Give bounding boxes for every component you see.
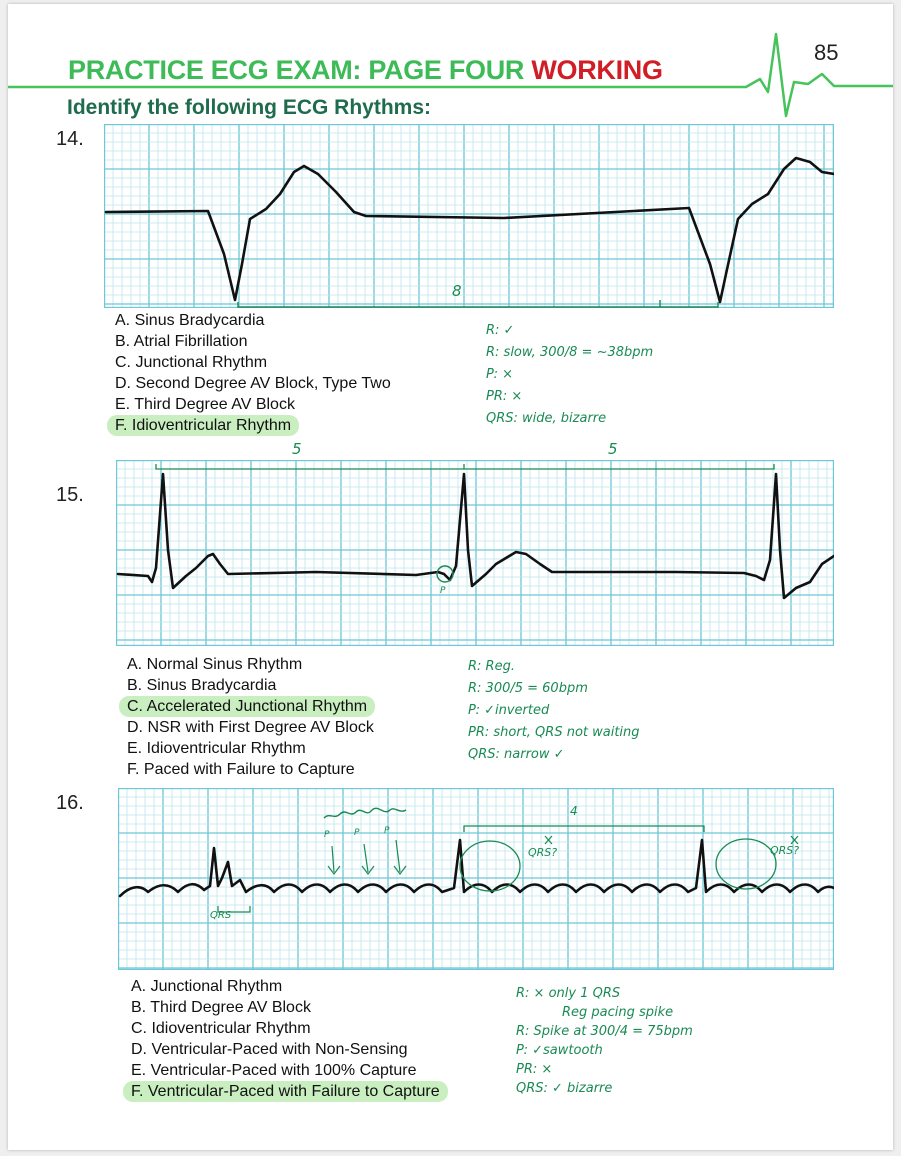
note-line: R: Spike at 300/4 = 75bpm [516, 1024, 693, 1039]
note-line: R: ✓ [486, 323, 515, 338]
note-line: QRS: ✓ bizarre [516, 1081, 613, 1096]
option-c[interactable]: C. Junctional Rhythm [115, 354, 268, 371]
interval-mark: 5 [292, 440, 302, 458]
question-number: 16. [56, 792, 84, 814]
wave-label: P [384, 826, 390, 836]
note-line: P: ✓inverted [468, 703, 550, 718]
ecg-strip [118, 788, 834, 970]
answer-options [127, 654, 382, 780]
option-c-selected[interactable]: C. Accelerated Junctional Rhythm [119, 696, 375, 717]
option-b[interactable]: B. Third Degree AV Block [131, 999, 311, 1016]
qrs-question-label: QRS? [528, 846, 558, 859]
option-d[interactable]: D. NSR with First Degree AV Block [127, 719, 374, 736]
worksheet-page [8, 4, 893, 1150]
page-number: 85 [814, 40, 839, 65]
note-line: R: Reg. [468, 659, 515, 674]
note-line: PR: short, QRS not waiting [468, 725, 640, 740]
option-c[interactable]: C. Idioventricular Rhythm [131, 1020, 311, 1037]
interval-mark: 8 [452, 282, 462, 300]
note-line: PR: × [486, 389, 523, 404]
wave-label: P [324, 830, 330, 840]
option-b[interactable]: B. Atrial Fibrillation [115, 333, 248, 350]
title-accent: WORKING [531, 55, 663, 85]
note-line: QRS: wide, bizarre [486, 411, 607, 426]
interval-mark: 5 [608, 440, 618, 458]
question-number: 15. [56, 484, 84, 506]
option-f[interactable]: F. Paced with Failure to Capture [127, 761, 355, 778]
ecg-strip [116, 460, 834, 646]
note-line: R: × only 1 QRS [516, 986, 621, 1001]
option-d[interactable]: D. Second Degree AV Block, Type Two [115, 375, 391, 392]
option-d[interactable]: D. Ventricular-Paced with Non-Sensing [131, 1041, 408, 1058]
page-subtitle: Identify the following ECG Rhythms: [67, 96, 431, 119]
note-line: P: × [486, 367, 514, 382]
interval-mark: 4 [570, 804, 578, 818]
option-e[interactable]: E. Ventricular-Paced with 100% Capture [131, 1062, 417, 1079]
option-a[interactable]: A. Normal Sinus Rhythm [127, 656, 303, 673]
option-f-selected[interactable]: F. Ventricular-Paced with Failure to Capture [123, 1081, 448, 1102]
option-e[interactable]: E. Idioventricular Rhythm [127, 740, 306, 757]
page-title [68, 55, 663, 86]
qrs-label: QRS [210, 910, 232, 921]
option-b[interactable]: B. Sinus Bradycardia [127, 677, 277, 694]
ecg-strip [104, 124, 834, 308]
note-line: Reg pacing spike [562, 1005, 674, 1020]
qrs-question-label: QRS? [770, 844, 800, 857]
option-f-selected[interactable]: F. Idioventricular Rhythm [107, 415, 299, 436]
wave-label: P [354, 828, 360, 838]
title-main: PRACTICE ECG EXAM: PAGE FOUR [68, 55, 532, 85]
handwritten-notes [468, 656, 640, 766]
note-line: PR: × [516, 1062, 553, 1077]
answer-options [115, 310, 399, 436]
option-a[interactable]: A. Sinus Bradycardia [115, 312, 265, 329]
handwritten-notes [486, 320, 653, 430]
question-number: 14. [56, 128, 84, 150]
note-line: QRS: narrow ✓ [468, 747, 565, 762]
note-line: R: 300/5 = 60bpm [468, 681, 588, 696]
note-line: P: ✓sawtooth [516, 1043, 603, 1058]
option-e[interactable]: E. Third Degree AV Block [115, 396, 295, 413]
handwritten-notes [516, 984, 693, 1098]
option-a[interactable]: A. Junctional Rhythm [131, 978, 283, 995]
wave-label: P [440, 586, 446, 596]
answer-options [131, 976, 448, 1102]
note-line: R: slow, 300/8 = ~38bpm [486, 345, 654, 360]
